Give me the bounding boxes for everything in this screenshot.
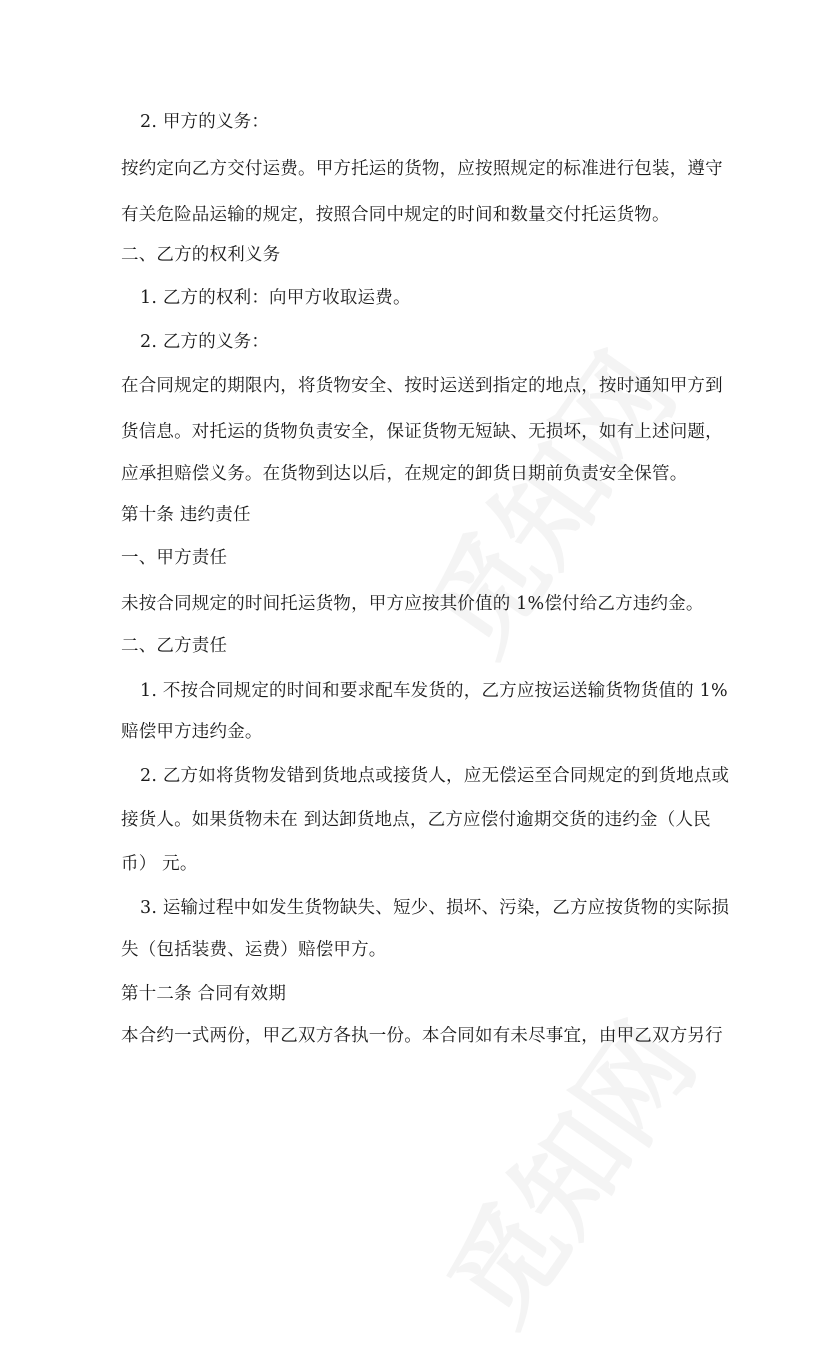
article-heading: 第十条 违约责任 bbox=[121, 505, 251, 525]
text-line: 3. 运输过程中如发生货物缺失、短少、损坏、污染，乙方应按货物的实际损 bbox=[140, 898, 730, 918]
text-line: 应承担赔偿义务。在货物到达以后，在规定的卸货日期前负责安全保管。 bbox=[121, 464, 688, 484]
text-line: 1. 乙方的权利：向甲方收取运费。 bbox=[140, 288, 411, 308]
text-line: 未按合同规定的时间托运货物，甲方应按其价值的 1%偿付给乙方违约金。 bbox=[121, 594, 704, 614]
text-line: 本合约一式两份，甲乙双方各执一份。本合同如有未尽事宜，由甲乙双方另行 bbox=[121, 1026, 723, 1046]
section-heading: 二、乙方责任 bbox=[121, 636, 228, 656]
text-line: 有关危险品运输的规定，按照合同中规定的时间和数量交付托运货物。 bbox=[121, 205, 670, 225]
text-line: 失（包括装费、运费）赔偿甲方。 bbox=[121, 940, 387, 960]
text-line: 2. 乙方的义务： bbox=[140, 332, 270, 352]
text-line: 按约定向乙方交付运费。甲方托运的货物，应按照规定的标准进行包装，遵守 bbox=[121, 159, 723, 179]
article-heading: 第十二条 合同有效期 bbox=[121, 984, 287, 1004]
text-line: 货信息。对托运的货物负责安全，保证货物无短缺、无损坏，如有上述问题， bbox=[121, 422, 723, 442]
section-heading: 一、甲方责任 bbox=[121, 548, 228, 568]
text-line: 在合同规定的期限内，将货物安全、按时运送到指定的地点，按时通知甲方到 bbox=[121, 376, 723, 396]
text-line: 币） 元。 bbox=[121, 854, 198, 874]
text-line: 接货人。如果货物未在 到达卸货地点，乙方应偿付逾期交货的违约金（人民 bbox=[121, 810, 711, 830]
section-heading: 二、乙方的权利义务 bbox=[121, 245, 281, 265]
text-line: 赔偿甲方违约金。 bbox=[121, 722, 263, 742]
watermark-1 bbox=[386, 319, 705, 680]
text-line: 1. 不按合同规定的时间和要求配车发货的，乙方应按运送输货物货值的 1% bbox=[140, 681, 728, 701]
text-line: 2. 甲方的义务： bbox=[140, 112, 270, 132]
text-line: 2. 乙方如将货物发错到货地点或接货人，应无偿运至合同规定的到货地点或 bbox=[140, 766, 730, 786]
